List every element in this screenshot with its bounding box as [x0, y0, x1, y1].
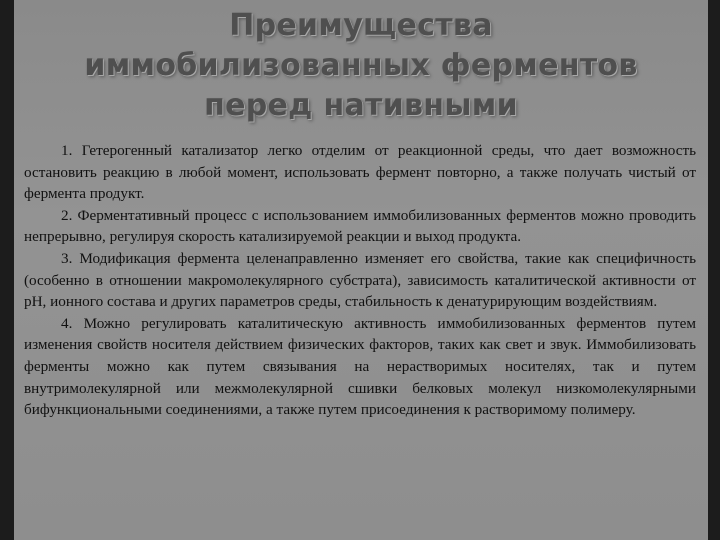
paragraph-text: Ферментативный процесс с использованием иммобилизованных ферментов можно проводить непрерывно, регулируя скорость катализируемой реакции и выход продукта. [24, 206, 696, 246]
paragraph-number: 2. [61, 206, 73, 224]
slide-body [24, 140, 696, 421]
paragraph-2 [24, 205, 696, 248]
title-line-3: перед нативными [204, 88, 518, 123]
slide-title [14, 6, 708, 126]
paragraph-3 [24, 248, 696, 313]
paragraph-1 [24, 140, 696, 205]
title-line-1: Преимущества [229, 8, 493, 43]
paragraph-4 [24, 313, 696, 421]
paragraph-text: Можно регулировать каталитическую активность иммобилизованных ферментов путем изменения свойств носителя действием физических факторов, таких как свет и звук. Иммобилизовать ферменты можно как путем связывания на нерастворимых носителях, так и путем внутримолекулярной или межмолекулярной сшивки белковых молекул низкомолекулярными бифункциональными соединениями, а также путем присоединения к растворимому полимеру. [24, 314, 696, 419]
paragraph-number: 1. [61, 142, 73, 159]
paragraph-number: 4. [61, 314, 73, 332]
paragraph-text: Гетерогенный катализатор легко отделим от реакционной среды, что дает возможность остановить реакцию в любой момент, использовать фермент повторно, а также получать чистый от фермента продукт. [24, 142, 697, 203]
paragraph-number: 3. [61, 249, 73, 267]
title-line-2: иммобилизованных ферментов [84, 48, 638, 83]
paragraph-text: Модификация фермента целенаправленно изменяет его свойства, такие как специфичность (особенно в отношении макромолекулярного субстрата), зависимость каталитической активности от рН, ионного состава и других параметров среды, стабильность к денатурирующим воздействиям. [24, 249, 697, 311]
